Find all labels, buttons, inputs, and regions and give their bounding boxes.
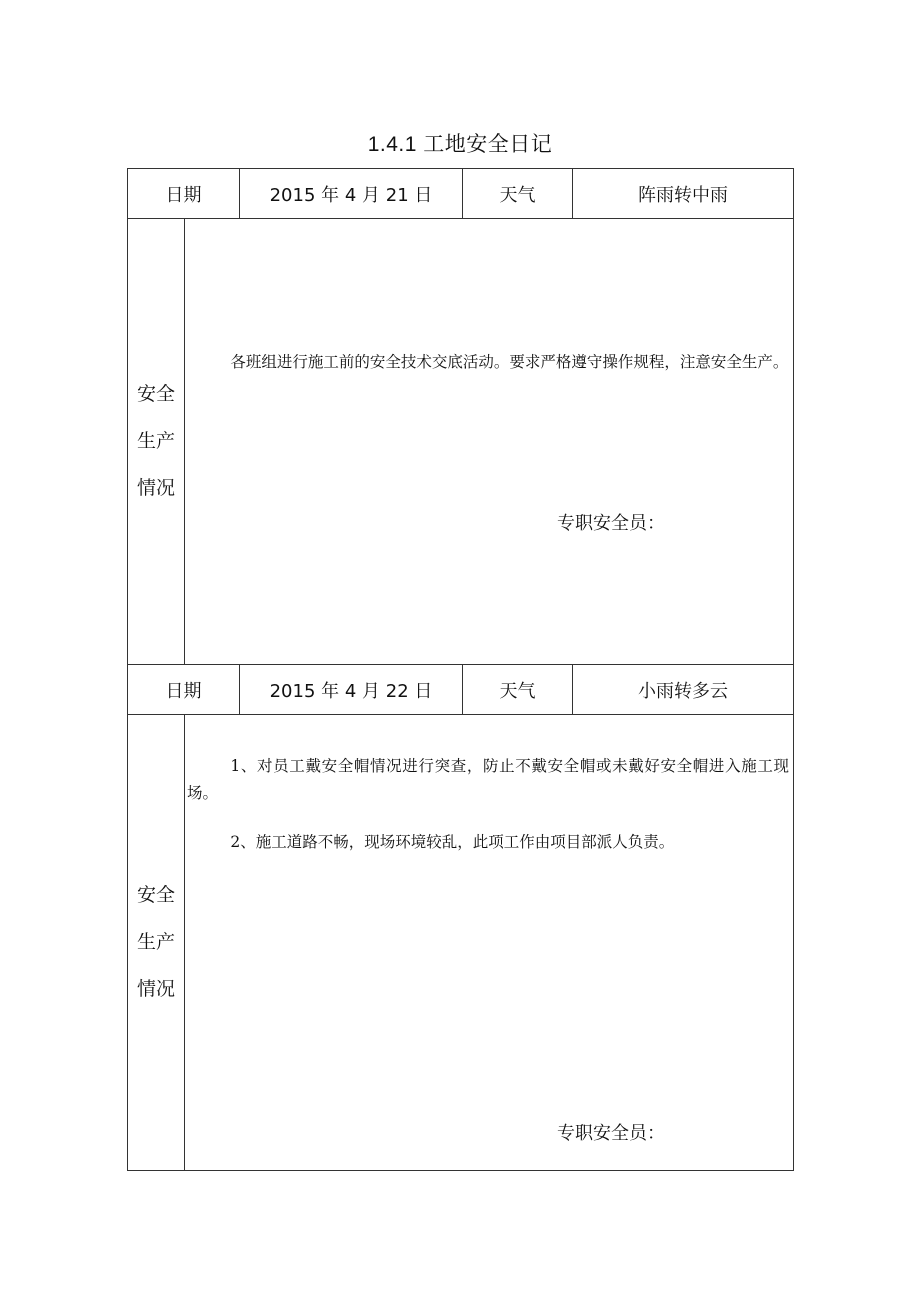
entry-2-content-row	[128, 715, 794, 1171]
weather-value: 小雨转多云	[573, 665, 794, 715]
entry-2-notes	[187, 753, 789, 856]
weather-label: 天气	[463, 665, 573, 715]
entry-2-content	[185, 715, 794, 1171]
note-paragraph: 2、施工道路不畅，现场环境较乱，此项工作由项目部派人负责。	[230, 833, 675, 851]
entry-1-content-row	[128, 219, 794, 665]
entry-1-header-row	[128, 169, 794, 219]
note-paragraph: 1、对员工戴安全帽情况进行突查，防止不戴安全帽或未戴好安全帽进入施工现场。	[187, 757, 789, 802]
section-label: 安全 生产 情况	[128, 219, 185, 665]
date-value: 2015 年 4 月 22 日	[240, 665, 463, 715]
page-title: 1.4.1 工地安全日记	[367, 133, 553, 156]
date-value: 2015 年 4 月 21 日	[240, 169, 463, 219]
safety-officer-label: 专职安全员：	[557, 1123, 665, 1144]
weather-value: 阵雨转中雨	[573, 169, 794, 219]
entry-1-content	[185, 219, 794, 665]
entry-2-header-row	[128, 665, 794, 715]
safety-log-table	[127, 168, 794, 1171]
date-label: 日期	[128, 169, 240, 219]
safety-officer-label: 专职安全员：	[557, 513, 665, 534]
note-paragraph: 各班组进行施工前的安全技术交底活动。要求严格遵守操作规程，注意安全生产。	[230, 353, 789, 371]
weather-label: 天气	[463, 169, 573, 219]
section-label: 安全 生产 情况	[128, 715, 185, 1171]
date-label: 日期	[128, 665, 240, 715]
entry-1-notes	[187, 349, 789, 376]
